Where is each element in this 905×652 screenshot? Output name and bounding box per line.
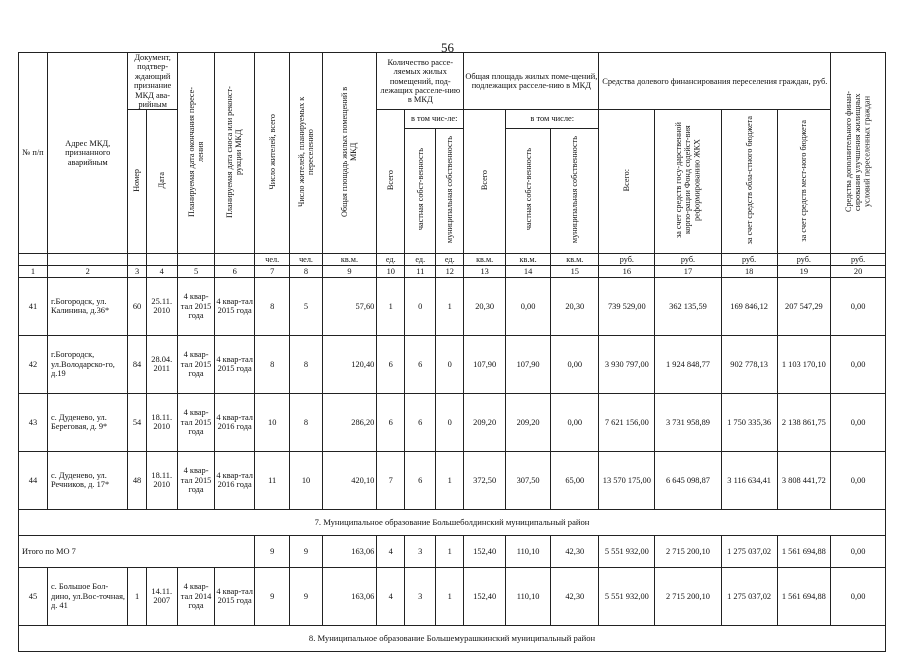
cell-a1: 152,40 bbox=[464, 535, 506, 567]
page-number: 56 bbox=[441, 40, 454, 55]
resettlement-table bbox=[18, 52, 886, 652]
cell-addr: с. Дуденево, ул. Береговая, д. 9* bbox=[47, 393, 127, 451]
unit-cell: кв.м. bbox=[322, 253, 377, 265]
cell-n: 41 bbox=[19, 277, 48, 335]
unit-cell: руб. bbox=[777, 253, 831, 265]
cell-f3: 3 116 634,41 bbox=[721, 451, 777, 509]
cell-num: 54 bbox=[128, 393, 146, 451]
cell-add: 0,00 bbox=[831, 567, 886, 625]
cell-f2: 362 135,59 bbox=[655, 277, 722, 335]
cell-f1: 5 551 932,00 bbox=[599, 567, 655, 625]
unit-cell: кв.м. bbox=[551, 253, 599, 265]
cell-f3: 1 275 037,02 bbox=[721, 567, 777, 625]
cell-c1: 6 bbox=[377, 393, 405, 451]
column-number: 15 bbox=[551, 265, 599, 277]
cell-addr: с. Большое Бол-дино, ул.Вос-точная, д. 41 bbox=[47, 567, 127, 625]
cell-c1: 4 bbox=[377, 567, 405, 625]
cell-c3: 1 bbox=[436, 451, 464, 509]
cell-c3: 1 bbox=[436, 535, 464, 567]
column-number: 19 bbox=[777, 265, 831, 277]
table-row bbox=[19, 451, 886, 509]
cell-a1: 20,30 bbox=[464, 277, 506, 335]
header-doc-date: Дата bbox=[157, 172, 167, 189]
header-residents-total: Число жителей, всего bbox=[267, 113, 277, 190]
cell-f4: 1 561 694,88 bbox=[777, 567, 831, 625]
cell-area: 120,40 bbox=[322, 335, 377, 393]
header-total-area: Общая площадь жилых помещений в МКД bbox=[340, 86, 359, 217]
header-address: Адрес МКД, признанного аварийным bbox=[47, 53, 127, 254]
cell-c2: 3 bbox=[405, 567, 436, 625]
cell-date: 28.04. 2011 bbox=[146, 335, 177, 393]
cell-f4: 207 547,29 bbox=[777, 277, 831, 335]
cell-area: 163,06 bbox=[322, 567, 377, 625]
cell-f1: 3 930 797,00 bbox=[599, 335, 655, 393]
cell-c3: 0 bbox=[436, 393, 464, 451]
header-area-including: в том числе: bbox=[506, 110, 599, 128]
column-number: 5 bbox=[177, 265, 215, 277]
cell-n: 44 bbox=[19, 451, 48, 509]
unit-cell: руб. bbox=[655, 253, 722, 265]
cell-r2: 5 bbox=[290, 277, 322, 335]
cell-c1: 7 bbox=[377, 451, 405, 509]
unit-cell: руб. bbox=[599, 253, 655, 265]
header-funds-group: Средства долевого финансирования переселения граждан, руб. bbox=[599, 53, 831, 110]
cell-n: 43 bbox=[19, 393, 48, 451]
header-area-group: Общая площадь жилых поме-щений, подлежащих расселе-нию в МКД bbox=[464, 53, 599, 110]
cell-num: 60 bbox=[128, 277, 146, 335]
cell-f4: 2 138 861,75 bbox=[777, 393, 831, 451]
cell-a3: 42,30 bbox=[551, 535, 599, 567]
header-funds-local: за счет средств мест-ного бюджета bbox=[799, 119, 809, 242]
header-residents-planned: Число жителей, планируемых к переселению bbox=[296, 96, 316, 207]
cell-r1: 8 bbox=[255, 335, 290, 393]
unit-cell: руб. bbox=[721, 253, 777, 265]
cell-add: 0,00 bbox=[831, 393, 886, 451]
header-document: Документ, подтвер-ждающий признание МКД ава-рийным bbox=[128, 53, 177, 110]
table-row bbox=[19, 393, 886, 451]
table-row bbox=[19, 335, 886, 393]
cell-r1: 11 bbox=[255, 451, 290, 509]
header-count-including: в том чис-ле: bbox=[405, 110, 464, 128]
cell-num: 48 bbox=[128, 451, 146, 509]
cell-end: 4 квар-тал 2015 года bbox=[177, 277, 215, 335]
cell-a1: 209,20 bbox=[464, 393, 506, 451]
cell-area: 163,06 bbox=[322, 535, 377, 567]
header-area-private: частная собст-венность bbox=[523, 148, 533, 231]
cell-demo: 4 квар-тал 2016 года bbox=[215, 451, 255, 509]
unit-cell: чел. bbox=[255, 253, 290, 265]
unit-cell: кв.м. bbox=[464, 253, 506, 265]
cell-end: 4 квар-тал 2015 года bbox=[177, 335, 215, 393]
cell-add: 0,00 bbox=[831, 277, 886, 335]
cell-r2: 9 bbox=[290, 535, 322, 567]
cell-date: 14.11. 2007 bbox=[146, 567, 177, 625]
cell-a3: 20,30 bbox=[551, 277, 599, 335]
cell-f3: 169 846,12 bbox=[721, 277, 777, 335]
cell-a2: 307,50 bbox=[506, 451, 551, 509]
cell-f4: 1 103 170,10 bbox=[777, 335, 831, 393]
cell-demo: 4 квар-тал 2016 года bbox=[215, 393, 255, 451]
cell-c2: 6 bbox=[405, 451, 436, 509]
header-no: № п/п bbox=[19, 53, 48, 254]
unit-cell: кв.м. bbox=[506, 253, 551, 265]
header-count-group: Количество рассе-ляемых жилых помещений, под-лежащих расселе-нию в МКД bbox=[377, 53, 464, 110]
header-funds-region: за счет средств обла-стного бюджета bbox=[744, 116, 754, 245]
cell-f1: 5 551 932,00 bbox=[599, 535, 655, 567]
cell-add: 0,00 bbox=[831, 451, 886, 509]
cell-demo: 4 квар-тал 2015 года bbox=[215, 277, 255, 335]
cell-demo: 4 квар-тал 2015 года bbox=[215, 335, 255, 393]
cell-c3: 1 bbox=[436, 277, 464, 335]
column-number: 16 bbox=[599, 265, 655, 277]
cell-c1: 1 bbox=[377, 277, 405, 335]
cell-f2: 6 645 098,87 bbox=[655, 451, 722, 509]
column-number: 14 bbox=[506, 265, 551, 277]
cell-f2: 1 924 848,77 bbox=[655, 335, 722, 393]
cell-a3: 0,00 bbox=[551, 393, 599, 451]
cell-c3: 1 bbox=[436, 567, 464, 625]
cell-addr: г.Богородск, ул. Калинина, д.36* bbox=[47, 277, 127, 335]
column-number: 1 bbox=[19, 265, 48, 277]
header-area-municipal: муниципальная собственность bbox=[570, 135, 580, 244]
cell-f3: 1 750 335,36 bbox=[721, 393, 777, 451]
column-number: 20 bbox=[831, 265, 886, 277]
cell-n: 45 bbox=[19, 567, 48, 625]
cell-n: 42 bbox=[19, 335, 48, 393]
cell-f3: 1 275 037,02 bbox=[721, 535, 777, 567]
column-number: 7 bbox=[255, 265, 290, 277]
cell-f3: 902 778,13 bbox=[721, 335, 777, 393]
cell-a2: 110,10 bbox=[506, 535, 551, 567]
column-number: 10 bbox=[377, 265, 405, 277]
cell-r1: 10 bbox=[255, 393, 290, 451]
cell-a3: 42,30 bbox=[551, 567, 599, 625]
cell-end: 4 квар-тал 2014 года bbox=[177, 567, 215, 625]
cell-date: 18.11. 2010 bbox=[146, 451, 177, 509]
unit-cell: ед. bbox=[377, 253, 405, 265]
cell-f2: 3 731 958,89 bbox=[655, 393, 722, 451]
cell-r2: 10 bbox=[290, 451, 322, 509]
header-area-all: Всего bbox=[480, 170, 490, 191]
cell-r2: 8 bbox=[290, 393, 322, 451]
header-doc-number: Номер bbox=[132, 169, 142, 192]
cell-c1: 6 bbox=[377, 335, 405, 393]
cell-f2: 2 715 200,10 bbox=[655, 535, 722, 567]
cell-a2: 209,20 bbox=[506, 393, 551, 451]
column-number: 4 bbox=[146, 265, 177, 277]
column-number: 18 bbox=[721, 265, 777, 277]
cell-r1: 9 bbox=[255, 535, 290, 567]
cell-a2: 110,10 bbox=[506, 567, 551, 625]
header-funds-total: Всего: bbox=[622, 169, 632, 192]
cell-c1: 4 bbox=[377, 535, 405, 567]
table-row bbox=[19, 567, 886, 625]
cell-num: 1 bbox=[128, 567, 146, 625]
header-funds-fund: за счет средств госу-дарственной корпо-рации Фонд содейст-вия реформированию ЖКХ bbox=[674, 122, 702, 239]
cell-a2: 107,90 bbox=[506, 335, 551, 393]
header-count-private: частная собст-венность bbox=[415, 148, 425, 231]
unit-cell: ед. bbox=[405, 253, 436, 265]
cell-c2: 3 bbox=[405, 535, 436, 567]
cell-area: 286,20 bbox=[322, 393, 377, 451]
cell-f1: 13 570 175,00 bbox=[599, 451, 655, 509]
cell-f1: 739 529,00 bbox=[599, 277, 655, 335]
unit-cell: чел. bbox=[290, 253, 322, 265]
cell-c3: 0 bbox=[436, 335, 464, 393]
cell-date: 25.11. 2010 bbox=[146, 277, 177, 335]
cell-date: 18.11. 2010 bbox=[146, 393, 177, 451]
header-planned-end: Планируемая дата окончания пересе-ления bbox=[186, 86, 206, 217]
column-number: 9 bbox=[322, 265, 377, 277]
cell-c2: 6 bbox=[405, 393, 436, 451]
cell-demo: 4 квар-тал 2015 года bbox=[215, 567, 255, 625]
cell-a1: 152,40 bbox=[464, 567, 506, 625]
cell-area: 420,10 bbox=[322, 451, 377, 509]
cell-r2: 9 bbox=[290, 567, 322, 625]
column-number: 3 bbox=[128, 265, 146, 277]
cell-a1: 372,50 bbox=[464, 451, 506, 509]
cell-f2: 2 715 200,10 bbox=[655, 567, 722, 625]
cell-a2: 0,00 bbox=[506, 277, 551, 335]
cell-r1: 9 bbox=[255, 567, 290, 625]
cell-add: 0,00 bbox=[831, 535, 886, 567]
column-number: 17 bbox=[655, 265, 722, 277]
cell-area: 57,60 bbox=[322, 277, 377, 335]
cell-c2: 6 bbox=[405, 335, 436, 393]
unit-cell: руб. bbox=[831, 253, 886, 265]
cell-a1: 107,90 bbox=[464, 335, 506, 393]
cell-add: 0,00 bbox=[831, 335, 886, 393]
cell-r2: 8 bbox=[290, 335, 322, 393]
header-count-municipal: муниципальная собственность bbox=[445, 135, 455, 244]
column-number: 11 bbox=[405, 265, 436, 277]
cell-r1: 8 bbox=[255, 277, 290, 335]
cell-addr: с. Дуденево, ул. Речников, д. 17* bbox=[47, 451, 127, 509]
header-count-all: Всего bbox=[386, 170, 396, 191]
column-number: 6 bbox=[215, 265, 255, 277]
cell-num: 84 bbox=[128, 335, 146, 393]
table-row bbox=[19, 277, 886, 335]
cell-end: 4 квар-тал 2015 года bbox=[177, 393, 215, 451]
cell-f4: 1 561 694,88 bbox=[777, 535, 831, 567]
total-row bbox=[19, 535, 886, 567]
unit-cell: ед. bbox=[436, 253, 464, 265]
section-title: 7. Муниципальное образование Большеболдинский муниципальный район bbox=[19, 509, 886, 535]
cell-addr: г.Богородск, ул.Володарско-го, д.19 bbox=[47, 335, 127, 393]
column-number: 8 bbox=[290, 265, 322, 277]
header-additional: Средства дополнительного финан-сирования улучшения жилищных условий переселенных граждан bbox=[844, 91, 872, 213]
cell-f1: 7 621 156,00 bbox=[599, 393, 655, 451]
column-number: 12 bbox=[436, 265, 464, 277]
column-number: 13 bbox=[464, 265, 506, 277]
header-planned-demolition: Планируемая дата сноса или реконст-рукции МКД bbox=[225, 85, 244, 218]
section-title: 8. Муниципальное образование Большемурашкинский муниципальный район bbox=[19, 625, 886, 651]
cell-end: 4 квар-тал 2015 года bbox=[177, 451, 215, 509]
column-number: 2 bbox=[47, 265, 127, 277]
cell-a3: 65,00 bbox=[551, 451, 599, 509]
cell-a3: 0,00 bbox=[551, 335, 599, 393]
cell-f4: 3 808 441,72 bbox=[777, 451, 831, 509]
cell-c2: 0 bbox=[405, 277, 436, 335]
total-label: Итого по МО 7 bbox=[19, 535, 255, 567]
